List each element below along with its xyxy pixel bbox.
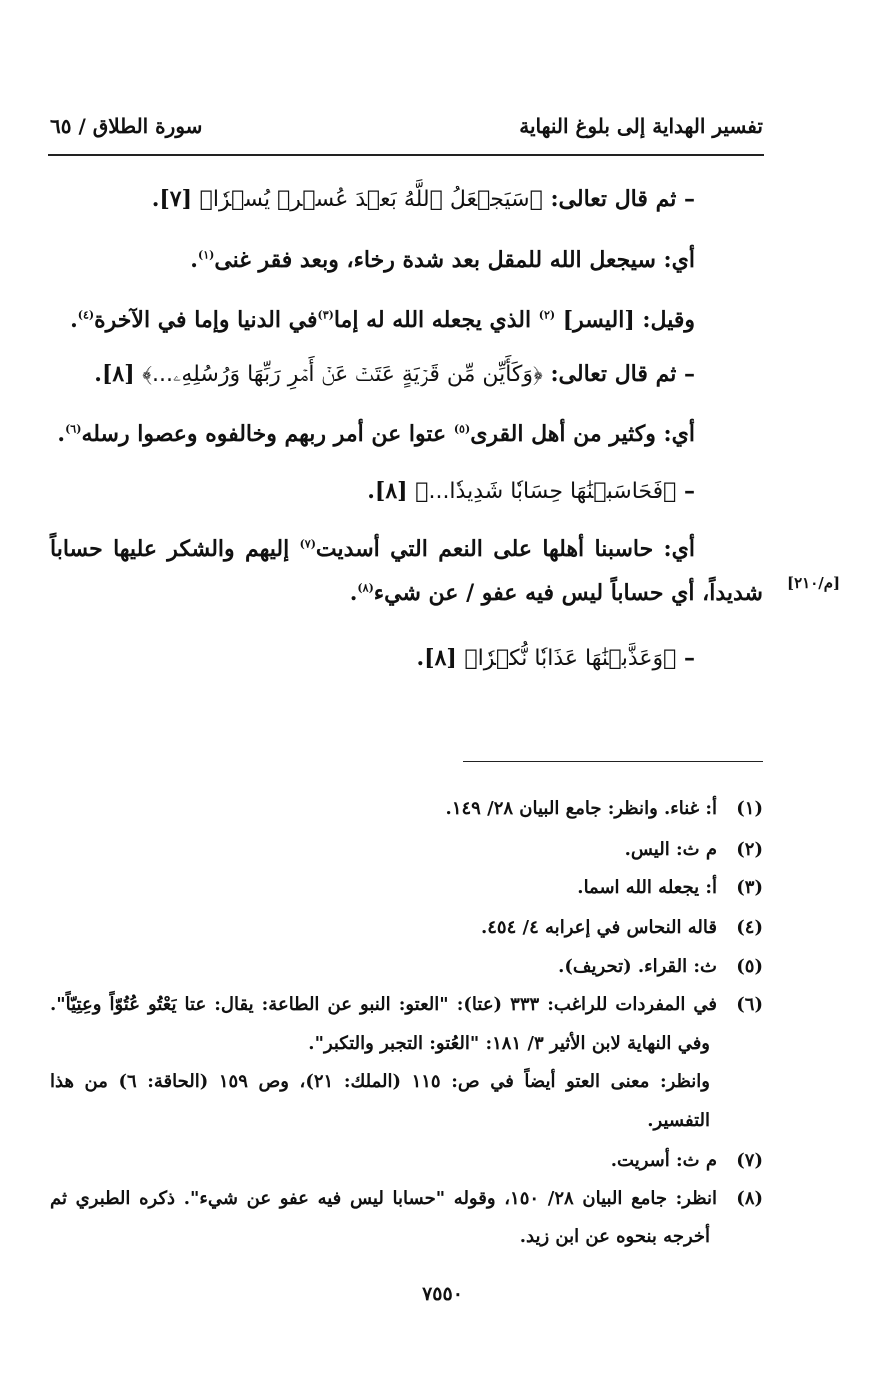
footnote-ref[interactable]: (٨) xyxy=(357,581,374,595)
footnote-1 xyxy=(446,794,763,824)
footnote-number: (٥) xyxy=(736,956,763,977)
verse-ref: [٨]. xyxy=(367,478,416,504)
p5-end: . xyxy=(57,421,66,447)
p2-end: . xyxy=(190,247,198,273)
quran-verse: ﴿فَحَاسَبۡنَٰهَا حِسَابٗا شَدِيدٗا...﴾ xyxy=(415,479,677,504)
footnote-text: التفسير. xyxy=(647,1110,710,1131)
footnote-7 xyxy=(611,1146,763,1176)
dash: – xyxy=(676,645,695,671)
footnote-number: (٣) xyxy=(736,877,763,898)
footnote-text: في المفردات للراغب: ٣٣٣ (عتا): "العتو: النبو عن الطاعة: يقال: عتا يَعْتُو عُتُوّاً وعِتِيّاً". xyxy=(50,994,717,1015)
footnote-separator xyxy=(463,761,763,762)
verse-ref: [٨]. xyxy=(94,361,143,387)
footnote-text: م ث: أسريت. xyxy=(610,1150,717,1171)
p3-end: . xyxy=(70,307,78,333)
verse-ref: [٧]. xyxy=(151,186,200,212)
footnote-ref[interactable]: (٦) xyxy=(65,422,82,436)
footnote-6-line-2 xyxy=(308,1029,710,1059)
paragraph-7-line-1 xyxy=(50,532,695,566)
footnote-8-line-1 xyxy=(50,1184,763,1214)
footnote-number: (٢) xyxy=(736,839,763,860)
paragraph-7-line-2 xyxy=(350,576,763,610)
footnote-text: قاله النحاس في إعرابه ٤/ ٤٥٤. xyxy=(480,917,717,938)
quran-verse: ﴿وَكَأَيِّن مِّن قَرۡيَةٍ عَتَتۡ عَنۡ أَمۡرِ رَبِّهَا وَرُسُلِهِۦ...﴾ xyxy=(142,362,543,387)
paragraph-6 xyxy=(367,474,695,509)
p7-text: أي: حاسبنا أهلها على النعم التي أسديت xyxy=(315,536,695,562)
footnote-text: وفي النهاية لابن الأثير ٣/ ١٨١: "العُتو: التجبر والتكبر". xyxy=(308,1033,710,1054)
p3-text: وقيل: [اليسر] xyxy=(555,307,695,333)
footnote-ref[interactable]: (٣) xyxy=(317,308,334,322)
quran-verse: ﴿وَعَذَّبۡنَٰهَا عَذَابٗا نُّكۡرٗا﴾ xyxy=(464,646,677,671)
running-header xyxy=(50,114,763,146)
footnote-number: (٧) xyxy=(736,1150,763,1171)
footnote-6-line-3 xyxy=(50,1067,710,1097)
footnote-text: وانظر: معنى العتو أيضاً في ص: ١١٥ (الملك: ٢١)، وص ١٥٩ (الحاقة: ٦) من هذا xyxy=(50,1071,710,1092)
footnote-ref[interactable]: (٤) xyxy=(77,308,95,322)
footnote-text: أ: غناء. وانظر: جامع البيان ٢٨/ ١٤٩. xyxy=(445,798,717,819)
paragraph-2 xyxy=(190,243,695,277)
page-number: ٧٥٥٠ xyxy=(422,1283,463,1305)
footnote-6-line-1 xyxy=(50,990,763,1020)
p1-intro: – ثم قال تعالى: xyxy=(542,186,695,212)
p7-text: إليهم والشكر عليها حساباً xyxy=(50,536,300,562)
p4-intro: – ثم قال تعالى: xyxy=(542,361,695,387)
p7-text: شديداً، أي حساباً ليس فيه عفو / عن شيء xyxy=(373,580,763,606)
p2-text: أي: سيجعل الله للمقل بعد شدة رخاء، وبعد فقر غنى xyxy=(214,247,695,273)
footnote-ref[interactable]: (٧) xyxy=(299,537,316,551)
footnote-text: م ث: اليس. xyxy=(624,839,717,860)
quran-verse: ﴿سَيَجۡعَلُ ٱللَّهُ بَعۡدَ عُسۡرٖ يُسۡرٗا﴾ xyxy=(199,187,543,212)
surah-page-label: سورة الطلاق / ٦٥ xyxy=(50,114,203,138)
footnote-number: (٨) xyxy=(736,1188,764,1209)
footnote-ref[interactable]: (٥) xyxy=(453,422,471,436)
footnote-8-line-2 xyxy=(520,1222,710,1252)
p3-text: في الدنيا وإما في الآخرة xyxy=(94,307,318,333)
paragraph-1 xyxy=(152,182,695,217)
paragraph-5 xyxy=(57,417,695,451)
book-title: تفسير الهداية إلى بلوغ النهاية xyxy=(519,114,763,138)
footnote-4 xyxy=(481,913,763,943)
footnote-text: ث: القراء. (تحريف). xyxy=(558,956,717,977)
footnote-6-line-4 xyxy=(647,1106,710,1136)
footnote-number: (٤) xyxy=(736,917,763,938)
footnote-number: (٦) xyxy=(736,994,763,1015)
dash: – xyxy=(676,478,695,504)
footnote-ref[interactable]: (١) xyxy=(197,248,215,262)
footnote-5 xyxy=(558,952,763,982)
paragraph-3 xyxy=(70,303,695,337)
footnote-text: أخرجه بنحوه عن ابن زيد. xyxy=(519,1226,710,1247)
header-rule xyxy=(48,154,764,156)
paragraph-4 xyxy=(94,357,695,392)
manuscript-folio-marker: [م/٢١٠] xyxy=(787,574,841,592)
paragraph-8 xyxy=(417,641,696,676)
footnote-ref[interactable]: (٢) xyxy=(538,308,556,322)
footnote-3 xyxy=(577,873,763,903)
footnote-2 xyxy=(625,835,763,865)
p5-text: أي: وكثير من أهل القرى xyxy=(470,421,695,447)
footnote-number: (١) xyxy=(736,798,763,819)
p7-end: . xyxy=(349,580,358,606)
footnote-text: أ: يجعله الله اسما. xyxy=(577,877,717,898)
verse-ref: [٨]. xyxy=(416,645,465,671)
footnote-text: انظر: جامع البيان ٢٨/ ١٥٠، وقوله "حسابا ليس فيه عفو عن شيء". ذكره الطبري ثم xyxy=(50,1188,718,1209)
p5-text: عتوا عن أمر ربهم وخالفوه وعصوا رسله xyxy=(81,421,454,447)
p3-text: الذي يجعله الله له إما xyxy=(333,307,539,333)
